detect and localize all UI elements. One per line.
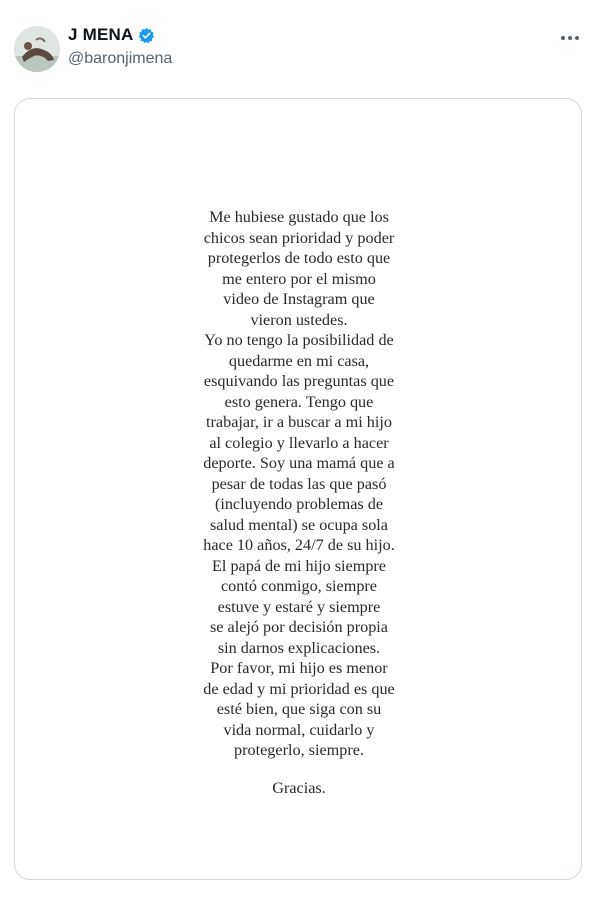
story-line: esto genera. Tengo que xyxy=(224,392,374,411)
story-line: trabajar, ir a buscar a mi hijo xyxy=(206,413,392,431)
story-line: video de Instagram que xyxy=(223,290,375,308)
more-horizontal-icon-dot xyxy=(575,36,579,40)
story-line: esté bien, que siga con su xyxy=(216,700,382,718)
story-line: estuve y estaré y siempre xyxy=(217,597,381,616)
story-text xyxy=(15,207,582,761)
story-line: me entero por el mismo xyxy=(222,269,376,288)
media-image-card[interactable] xyxy=(14,98,582,880)
story-line: Me hubiese gustado que los xyxy=(209,208,389,226)
story-line: al colegio y llevarlo a hacer xyxy=(209,433,389,452)
profile-photo-avatar xyxy=(14,26,60,72)
name-row xyxy=(68,25,155,45)
display-name[interactable]: J MENA xyxy=(68,25,134,44)
story-line: pesar de todas las que pasó xyxy=(211,474,387,493)
tweet-header xyxy=(0,0,600,90)
avatar[interactable] xyxy=(14,26,60,72)
more-horizontal-icon-dot xyxy=(568,36,572,40)
story-line: vida normal, cuidarlo y xyxy=(223,720,375,739)
story-closing: Gracias. xyxy=(272,779,326,797)
story-line: se alejó por decisión propia xyxy=(209,618,388,636)
story-line: protegerlo, siempre. xyxy=(234,741,364,759)
story-line: protegerlos de todo esto que xyxy=(207,249,391,267)
story-line: Yo no tengo la posibilidad de xyxy=(204,331,394,349)
story-line: deporte. Soy una mamá que a xyxy=(203,454,395,472)
story-line: El papá de mi hijo siempre xyxy=(212,556,386,575)
story-line: quedarme en mi casa, xyxy=(228,351,370,370)
story-line: de edad y mi prioridad es que xyxy=(203,679,395,698)
verified-badge-icon xyxy=(138,27,155,44)
user-handle[interactable]: @baronjimena xyxy=(68,50,173,67)
story-line: (incluyendo problemas de xyxy=(214,495,384,513)
story-line: chicos sean prioridad y poder xyxy=(203,228,395,247)
story-line: Por favor, mi hijo es menor xyxy=(210,659,388,677)
story-line: salud mental) se ocupa sola xyxy=(209,515,388,534)
story-line: contó conmigo, siempre xyxy=(221,577,377,595)
story-line: esquivando las preguntas que xyxy=(203,372,395,390)
story-line: hace 10 años, 24/7 de su hijo. xyxy=(203,536,395,554)
story-line: sin darnos explicaciones. xyxy=(217,638,381,657)
more-horizontal-icon xyxy=(561,36,565,40)
more-options-button[interactable] xyxy=(556,28,584,48)
story-line: vieron ustedes. xyxy=(250,310,348,329)
